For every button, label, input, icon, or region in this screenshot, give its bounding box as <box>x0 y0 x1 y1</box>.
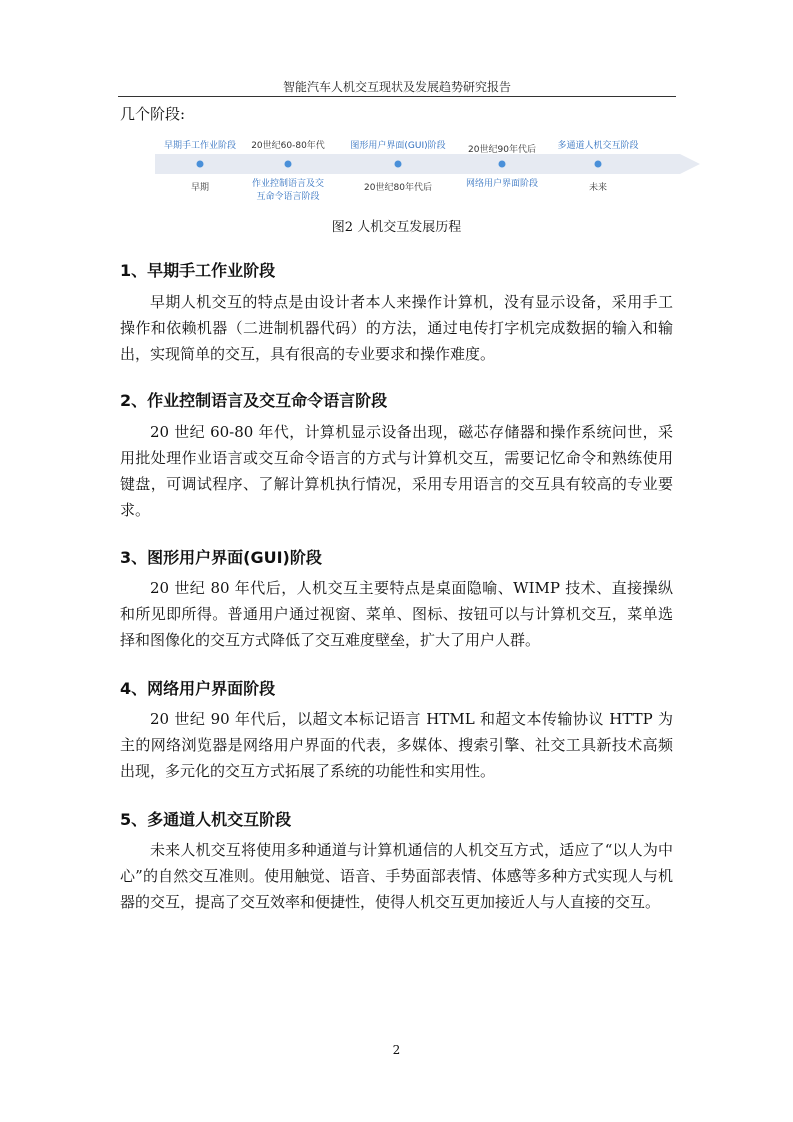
timeline-bottom-label: 网络用户界面阶段 <box>465 179 538 189</box>
section-body: 20 世纪 90 年代后，以超文本标记语言 HTML 和超文本传输协议 HTTP 为主的网络浏览器是网络用户界面的代表，多媒体、搜索引擎、社交工具新技术高频出现，多元化的交互方式拓展了系统的功能性和实用性。 <box>120 710 673 780</box>
timeline-bottom-label: 作业控制语言及交互命令语言阶段 <box>251 179 324 202</box>
timeline-top-label: 多通道人机交互阶段 <box>557 141 639 151</box>
section-heading: 1、早期手工作业阶段 <box>120 261 276 280</box>
timeline-dot <box>285 161 292 168</box>
timeline-top-label: 20世纪60-80年代 <box>251 141 325 151</box>
timeline-dot <box>499 161 506 168</box>
timeline-figure <box>155 132 700 222</box>
timeline-top-label: 早期手工作业阶段 <box>163 141 236 151</box>
intro-text: 几个阶段: <box>120 105 186 123</box>
timeline-dot <box>395 161 402 168</box>
section-body: 早期人机交互的特点是由设计者本人来操作计算机，没有显示设备，采用手工操作和依赖机器（二进制机器代码）的方法，通过电传打字机完成数据的输入和输出，实现简单的交互，具有很高的专业要求和操作难度。 <box>120 293 673 363</box>
timeline-dot <box>197 161 204 168</box>
timeline-bottom-label: 20世纪80年代后 <box>364 183 432 193</box>
section-heading: 2、作业控制语言及交互命令语言阶段 <box>120 391 388 410</box>
section-heading: 5、多通道人机交互阶段 <box>120 810 292 829</box>
page-header: 智能汽车人机交互现状及发展趋势研究报告 <box>282 80 511 94</box>
header-divider <box>118 96 676 97</box>
section-body: 20 世纪 60-80 年代，计算机显示设备出现，磁芯存储器和操作系统问世，采用批处理作业语言或交互命令语言的方式与计算机交互，需要记忆命令和熟练使用键盘，可调试程序、了解计算机执行情况，采用专用语言的交互具有较高的专业要求。 <box>120 423 673 519</box>
page-number: 2 <box>392 1043 401 1057</box>
section-heading: 4、网络用户界面阶段 <box>120 679 276 698</box>
timeline-bottom-label: 未来 <box>588 183 607 193</box>
section-body: 未来人机交互将使用多种通道与计算机通信的人机交互方式，适应了“以人为中心”的自然交互准则。使用触觉、语音、手势面部表情、体感等多种方式实现人与机器的交互，提高了交互效率和便捷性，使得人机交互更加接近人与人直接的交互。 <box>120 841 673 911</box>
figure-caption: 图2 人机交互发展历程 <box>331 220 462 235</box>
timeline-top-label: 20世纪90年代后 <box>468 145 536 155</box>
section-body: 20 世纪 80 年代后，人机交互主要特点是桌面隐喻、WIMP 技术、直接操纵和所见即所得。普通用户通过视窗、菜单、图标、按钮可以与计算机交互，菜单选择和图像化的交互方式降低了交互难度壁垒，扩大了用户人群。 <box>120 579 673 649</box>
timeline-bottom-label: 早期 <box>190 183 209 193</box>
section-heading: 3、图形用户界面(GUI)阶段 <box>120 548 322 567</box>
timeline-dot <box>595 161 602 168</box>
timeline-top-label: 图形用户界面(GUI)阶段 <box>350 141 446 151</box>
